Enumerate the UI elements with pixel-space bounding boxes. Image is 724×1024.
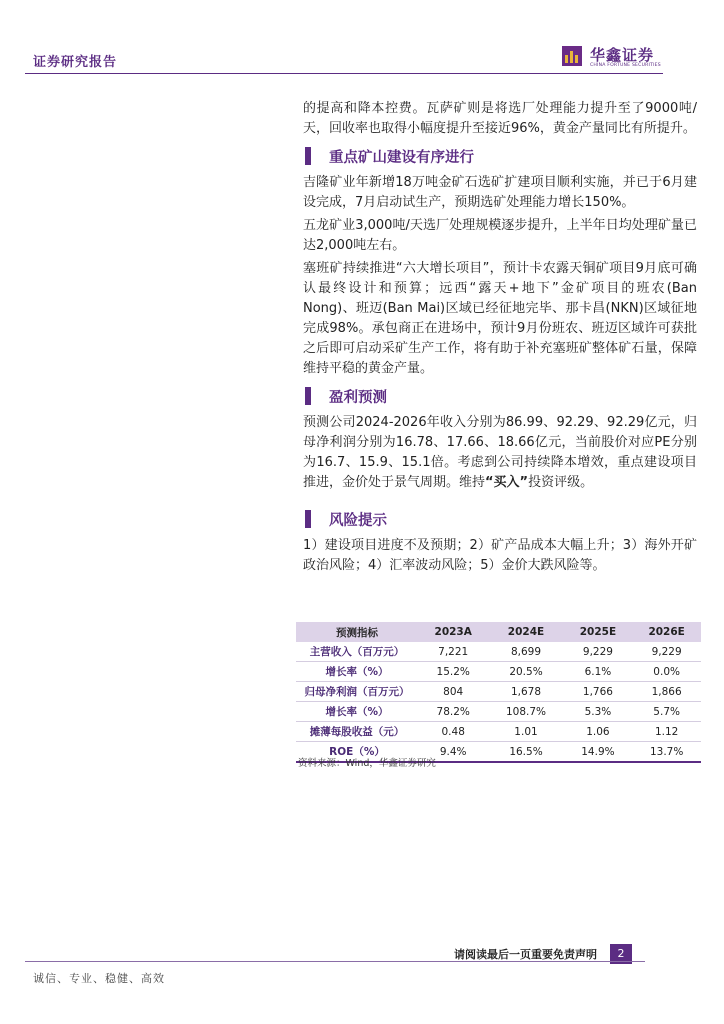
table-source: 资料来源：Wind，华鑫证券研究 (298, 758, 436, 769)
table-cell: 804 (418, 682, 488, 702)
section-title: 风险提示 (329, 513, 387, 529)
row-label: 摊薄每股收益（元） (296, 722, 418, 742)
disclaimer-link[interactable]: 请阅读最后一页重要免责声明 (454, 948, 597, 961)
table-row (296, 642, 701, 662)
header-divider (25, 73, 663, 74)
forecast-text: 预测公司2024-2026年收入分别为86.99、92.29、92.29亿元，归母净利润分别为16.78、17.66、18.66亿元，当前股价对应PE分别为16.7、15.9、15.1倍。考虑到公司持续降本增效，重点建设项目推进，金价处于景气周期。维持 (303, 415, 697, 490)
table-header-cell: 2025E (564, 622, 633, 642)
paragraph: 吉隆矿业年新增18万吨金矿石选矿扩建项目顺利实施，并已于6月建设完成，7月启动试生产，预期选矿处理能力增长150%。 (303, 175, 697, 210)
row-label: ROE（%） (296, 742, 418, 763)
row-label: 增长率（%） (296, 662, 418, 682)
paragraph (303, 413, 697, 493)
page-number: 2 (610, 944, 632, 964)
section-bar-icon (305, 510, 311, 528)
paragraph: 塞班矿持续推进“六大增长项目”，预计卡农露天铜矿项目9月底可确认最终设计和预算；远西“露天+地下”金矿项目的班农(Ban Nong)、班迈(Ban Mai)区域已经征地完毕、那卡昌(NKN)区域征地完成98%。承包商正在进场中，预计9月份班农、班迈区域许可获批之后即可启动采矿生产工作，将有助于补充塞班矿整体矿石量，保障维持平稳的黄金产量。 (303, 261, 697, 376)
row-label: 主营收入（百万元） (296, 642, 418, 662)
table-cell: 1,678 (488, 682, 563, 702)
table-cell: 1.12 (632, 722, 701, 742)
row-label: 归母净利润（百万元） (296, 682, 418, 702)
footer-motto: 诚信、专业、稳健、高效 (33, 972, 165, 985)
logo-subtitle: CHINA FORTUNE SECURITIES (590, 63, 661, 68)
table-header-row (296, 622, 701, 642)
table-cell: 1.06 (564, 722, 633, 742)
table-cell: 1.01 (488, 722, 563, 742)
logo-name: 华鑫证券 (590, 46, 655, 64)
forecast-text-end: 投资评级。 (528, 475, 594, 490)
section-heading-mining (303, 146, 697, 166)
main-content (303, 99, 697, 576)
table-cell: 1,866 (632, 682, 701, 702)
table-cell: 78.2% (418, 702, 488, 722)
section-heading-forecast (303, 386, 697, 406)
table-cell: 14.9% (564, 742, 633, 763)
table-cell: 0.0% (632, 662, 701, 682)
table-cell: 16.5% (488, 742, 563, 763)
row-label: 增长率（%） (296, 702, 418, 722)
table-row (296, 682, 701, 702)
table-cell: 9,229 (564, 642, 633, 662)
table-cell: 9,229 (632, 642, 701, 662)
section-bar-icon (305, 147, 311, 165)
table-row (296, 662, 701, 682)
table-cell: 20.5% (488, 662, 563, 682)
table-header-cell: 2023A (418, 622, 488, 642)
company-logo (562, 44, 662, 74)
section-title: 盈利预测 (329, 390, 387, 406)
section-bar-icon (305, 387, 311, 405)
rating-text: “买入” (485, 475, 529, 490)
table-cell: 108.7% (488, 702, 563, 722)
table-cell: 6.1% (564, 662, 633, 682)
footer-divider (25, 961, 645, 962)
logo-icon (562, 46, 582, 66)
paragraph: 1）建设项目进度不及预期；2）矿产品成本大幅上升；3）海外开矿政治风险；4）汇率波动风险；5）金价大跌风险等。 (303, 538, 697, 573)
table-row (296, 702, 701, 722)
table-header-cell: 2024E (488, 622, 563, 642)
table-row (296, 722, 701, 742)
section-heading-risk (303, 509, 697, 529)
table-cell: 7,221 (418, 642, 488, 662)
table-cell: 15.2% (418, 662, 488, 682)
table-cell: 1,766 (564, 682, 633, 702)
forecast-table (296, 622, 701, 763)
table-cell: 0.48 (418, 722, 488, 742)
table-cell: 5.3% (564, 702, 633, 722)
report-label: 证券研究报告 (33, 55, 118, 70)
table-header-cell: 2026E (632, 622, 701, 642)
table-header-cell: 预测指标 (296, 622, 418, 642)
paragraph: 的提高和降本控费。瓦萨矿则是将选厂处理能力提升至了9000吨/天，回收率也取得小幅度提升至接近96%，黄金产量同比有所提升。 (303, 101, 697, 136)
table-cell: 13.7% (632, 742, 701, 763)
table-cell: 9.4% (418, 742, 488, 763)
table-cell: 8,699 (488, 642, 563, 662)
table-cell: 5.7% (632, 702, 701, 722)
section-title: 重点矿山建设有序进行 (329, 150, 474, 166)
paragraph: 五龙矿业3,000吨/天选厂处理规模逐步提升，上半年日均处理矿量已达2,000吨左右。 (303, 218, 697, 253)
